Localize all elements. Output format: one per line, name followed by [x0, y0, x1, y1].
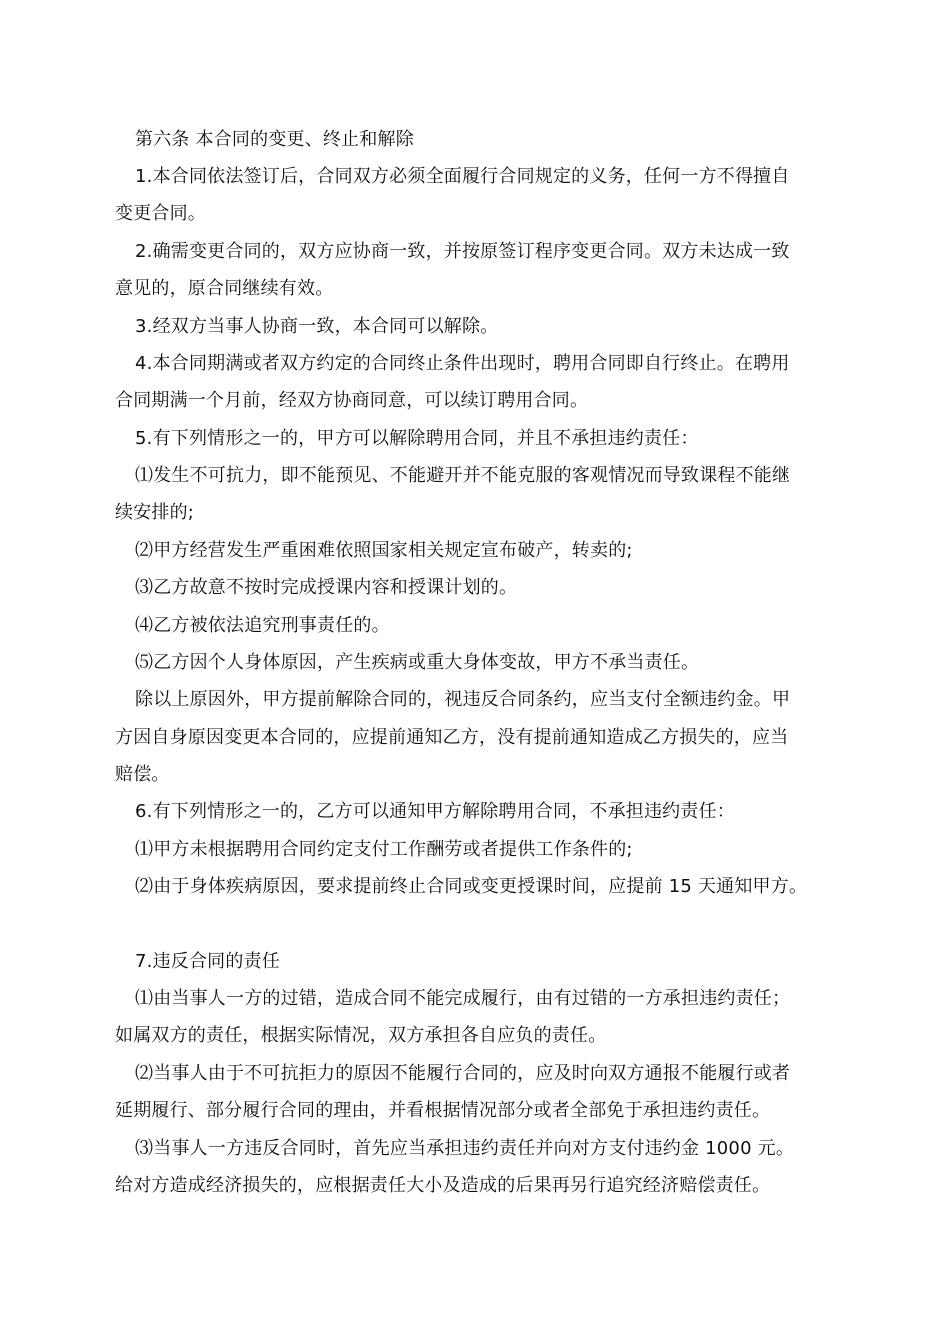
clause-2-line-2: 意见的，原合同继续有效。 — [115, 278, 334, 299]
clause-7-1-line-2: 如属双方的责任，根据实际情况，双方承担各自应负的责任。 — [115, 1025, 607, 1046]
clause-5-5: ⑸乙方因个人身体原因，产生疾病或重大身体变故，甲方不承当责任。 — [135, 652, 700, 673]
clause-2-line-1: 2.确需变更合同的，双方应协商一致，并按原签订程序变更合同。双方未达成一致 — [135, 241, 790, 262]
clause-7-2-line-1: ⑵当事人由于不可抗拒力的原因不能履行合同的，应及时向双方通报不能履行或者 — [135, 1063, 791, 1084]
clause-6: 6.有下列情形之一的，乙方可以通知甲方解除聘用合同，不承担违约责任： — [135, 801, 735, 822]
clause-5: 5.有下列情形之一的，甲方可以解除聘用合同，并且不承担违约责任： — [135, 428, 699, 449]
paragraph-line-1: 除以上原因外，甲方提前解除合同的，视违反合同条约，应当支付全额违约金。甲 — [135, 689, 791, 710]
section-heading: 第六条 本合同的变更、终止和解除 — [135, 129, 414, 150]
clause-7-3-line-2: 给对方造成经济损失的，应根据责任大小及造成的后果再另行追究经济赔偿责任。 — [115, 1175, 771, 1196]
clause-5-4: ⑷乙方被依法追究刑事责任的。 — [135, 615, 390, 636]
clause-1-line-2: 变更合同。 — [115, 203, 206, 224]
clause-7: 7.违反合同的责任 — [135, 951, 280, 972]
clause-3: 3.经双方当事人协商一致，本合同可以解除。 — [135, 316, 499, 337]
clause-5-2: ⑵甲方经营发生严重困难依照国家相关规定宣布破产，转卖的; — [135, 540, 633, 561]
clause-4-line-1: 4.本合同期满或者双方约定的合同终止条件出现时，聘用合同即自行终止。在聘用 — [135, 353, 790, 374]
clause-7-2-line-2: 延期履行、部分履行合同的理由，并看根据情况部分或者全部免于承担违约责任。 — [115, 1100, 771, 1121]
paragraph-line-2: 方因自身原因变更本合同的，应提前通知乙方，没有提前通知造成乙方损失的，应当 — [115, 727, 789, 748]
clause-7-1-line-1: ⑴由当事人一方的过错，造成合同不能完成履行，由有过错的一方承担违约责任； — [135, 988, 791, 1009]
clause-4-line-2: 合同期满一个月前，经双方协商同意，可以续订聘用合同。 — [115, 390, 589, 411]
paragraph-line-3: 赔偿。 — [115, 764, 170, 785]
clause-6-2: ⑵由于身体疾病原因，要求提前终止合同或变更授课时间，应提前 15 天通知甲方。 — [135, 876, 808, 897]
clause-5-3: ⑶乙方故意不按时完成授课内容和授课计划的。 — [135, 577, 518, 598]
clause-5-1-line-1: ⑴发生不可抗力，即不能预见、不能避开并不能克服的客观情况而导致课程不能继 — [135, 465, 791, 486]
clause-1-line-1: 1.本合同依法签订后，合同双方必须全面履行合同规定的义务，任何一方不得擅自 — [135, 166, 790, 187]
clause-6-1: ⑴甲方未根据聘用合同约定支付工作酬劳或者提供工作条件的; — [135, 839, 633, 860]
clause-7-3-line-1: ⑶当事人一方违反合同时，首先应当承担违约责任并向对方支付违约金 1000 元。 — [135, 1138, 795, 1159]
clause-5-1-line-2: 续安排的; — [115, 502, 195, 523]
